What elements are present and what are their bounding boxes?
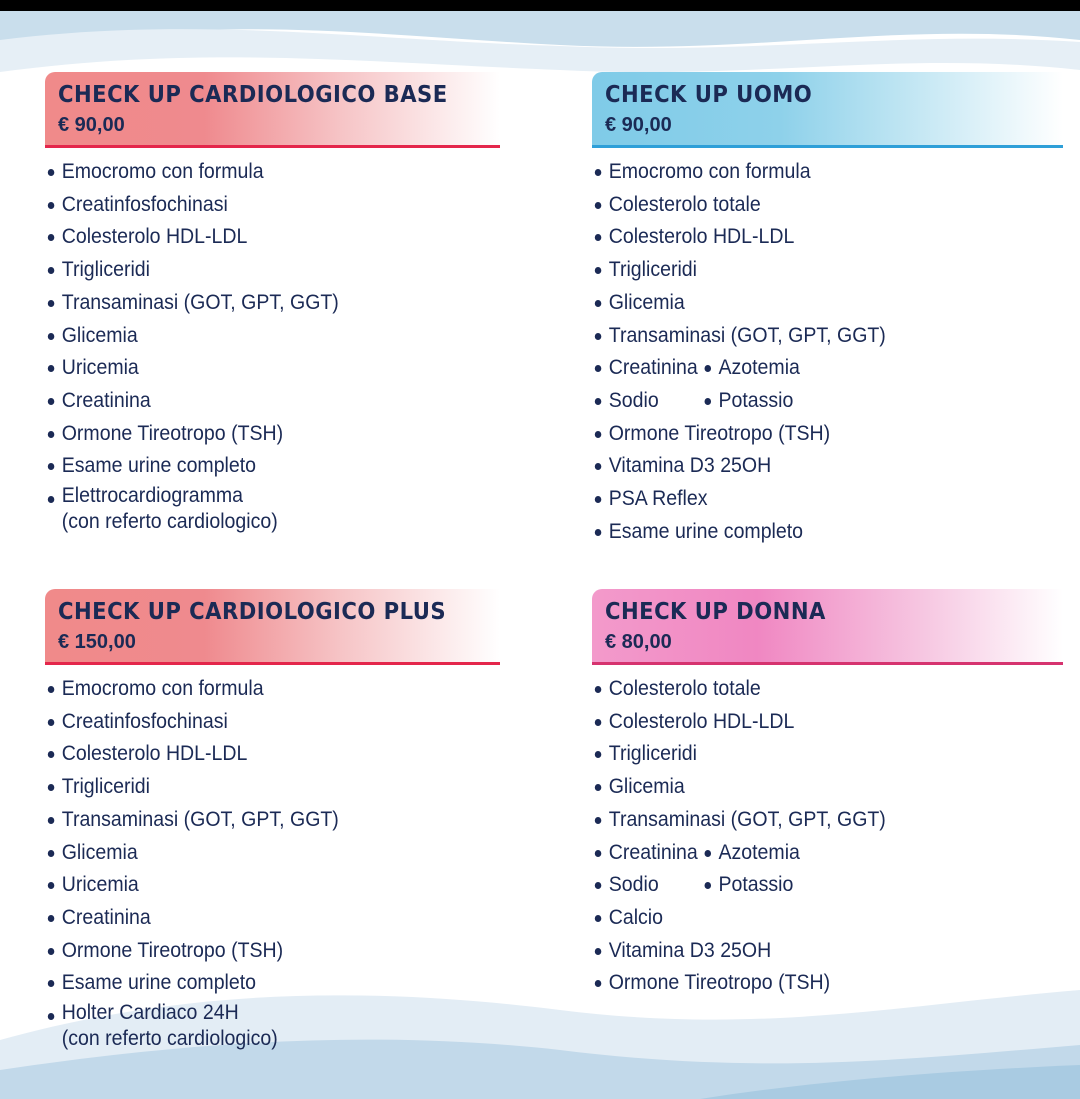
- list-item-pair: [592, 385, 1020, 418]
- exam-list: [592, 673, 1052, 1000]
- list-item-label: Azotemia: [718, 837, 799, 870]
- list-item: Calcio: [592, 902, 1020, 935]
- list-item: Trigliceridi: [45, 254, 473, 287]
- list-item: Colesterolo totale: [592, 673, 1020, 706]
- list-item-label: Potassio: [718, 385, 793, 418]
- card-checkup-cardiologico-plus: [45, 589, 505, 1052]
- list-item: [45, 483, 473, 535]
- list-item: Creatinina: [45, 902, 473, 935]
- list-item-pair: [592, 869, 1020, 902]
- list-item: Vitamina D3 25OH: [592, 935, 1020, 968]
- list-item: Transaminasi (GOT, GPT, GGT): [592, 804, 1020, 837]
- list-item: Colesterolo HDL-LDL: [45, 738, 473, 771]
- card-header: [592, 589, 1063, 665]
- card-price: € 90,00: [58, 114, 125, 136]
- list-item: Glicemia: [592, 771, 1020, 804]
- list-item: Esame urine completo: [592, 516, 1020, 549]
- list-item: Transaminasi (GOT, GPT, GGT): [45, 804, 473, 837]
- list-item: Creatinfosfochinasi: [45, 189, 473, 222]
- list-item-note: (con referto cardiologico): [61, 1027, 278, 1051]
- list-item: Trigliceridi: [592, 254, 1020, 287]
- list-item: Uricemia: [45, 869, 473, 902]
- list-item-label: Sodio: [608, 388, 659, 412]
- list-item-pair: [592, 352, 1020, 385]
- list-item: Trigliceridi: [45, 771, 473, 804]
- list-item-label: Azotemia: [718, 352, 799, 385]
- card-checkup-cardiologico-base: [45, 72, 505, 535]
- list-item-label: Creatinina: [608, 840, 698, 864]
- list-item: Glicemia: [45, 320, 473, 353]
- list-item: PSA Reflex: [592, 483, 1020, 516]
- card-title: CHECK UP CARDIOLOGICO BASE: [58, 82, 448, 108]
- card-price: € 150,00: [58, 631, 136, 653]
- list-item: Vitamina D3 25OH: [592, 450, 1020, 483]
- card-header: [592, 72, 1063, 148]
- list-item: Creatinfosfochinasi: [45, 706, 473, 739]
- list-item: Esame urine completo: [45, 967, 473, 1000]
- card-header: [45, 72, 500, 148]
- list-item-label: Creatinina: [608, 356, 698, 380]
- list-item: Colesterolo HDL-LDL: [592, 221, 1020, 254]
- list-item: Uricemia: [45, 352, 473, 385]
- card-price: € 90,00: [605, 114, 672, 136]
- list-item: Colesterolo HDL-LDL: [592, 706, 1020, 739]
- card-title: CHECK UP DONNA: [605, 599, 826, 625]
- list-item: Glicemia: [592, 287, 1020, 320]
- list-item-label: Holter Cardiaco 24H: [61, 1001, 239, 1025]
- list-item: Transaminasi (GOT, GPT, GGT): [45, 287, 473, 320]
- list-item: Ormone Tireotropo (TSH): [592, 967, 1020, 1000]
- list-item: Ormone Tireotropo (TSH): [45, 935, 473, 968]
- list-item-note: (con referto cardiologico): [61, 510, 278, 534]
- list-item: Colesterolo HDL-LDL: [45, 221, 473, 254]
- list-item: Colesterolo totale: [592, 189, 1020, 222]
- list-item: Emocromo con formula: [592, 156, 1020, 189]
- card-title: CHECK UP CARDIOLOGICO PLUS: [58, 599, 447, 625]
- card-checkup-donna: [592, 589, 1052, 1000]
- list-item: Transaminasi (GOT, GPT, GGT): [592, 320, 1020, 353]
- list-item: [45, 1000, 473, 1052]
- list-item: Esame urine completo: [45, 450, 473, 483]
- card-title: CHECK UP UOMO: [605, 82, 813, 108]
- list-item-label: Potassio: [718, 869, 793, 902]
- list-item: Glicemia: [45, 837, 473, 870]
- list-item: Ormone Tireotropo (TSH): [45, 418, 473, 451]
- list-item: Trigliceridi: [592, 738, 1020, 771]
- card-price: € 80,00: [605, 631, 672, 653]
- list-item: Ormone Tireotropo (TSH): [592, 418, 1020, 451]
- card-checkup-uomo: [592, 72, 1052, 548]
- exam-list: [592, 156, 1052, 548]
- list-item-label: Sodio: [608, 873, 659, 897]
- card-header: [45, 589, 500, 665]
- exam-list: [45, 673, 505, 1052]
- list-item-pair: [592, 837, 1020, 870]
- list-item: Emocromo con formula: [45, 156, 473, 189]
- exam-list: [45, 156, 505, 535]
- list-item-label: Elettrocardiogramma: [61, 484, 244, 508]
- list-item: Emocromo con formula: [45, 673, 473, 706]
- list-item: Creatinina: [45, 385, 473, 418]
